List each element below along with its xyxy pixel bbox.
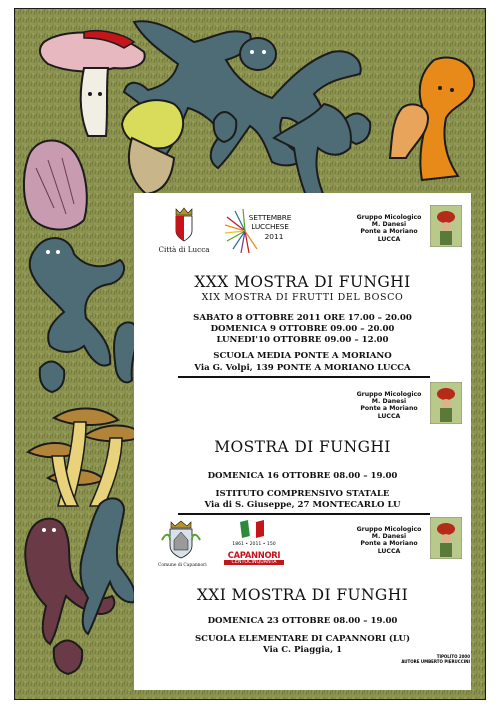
section2-address: Via di S. Giuseppe, 27 MONTECARLO LU [204, 500, 401, 510]
gruppo-badge-image [430, 517, 462, 559]
section2-date-1: DOMENICA 16 OTTOBRE 08.00 – 19.00 [207, 471, 398, 481]
section3-title: XXI MOSTRA DI FUNGHI [196, 586, 409, 604]
gruppo-note-3 [352, 526, 426, 555]
gruppo-note-1 [352, 214, 426, 243]
gruppo-badge-image [430, 205, 462, 247]
gruppo-line: Ponte a Moriano [360, 228, 418, 236]
gruppo-line: M. Danesi [371, 221, 407, 229]
section3-date-1: DOMENICA 23 OTTOBRE 08.00 – 19.00 [207, 616, 398, 626]
section1-address: Via G. Volpi, 139 PONTE A MORIANO LUCCA [194, 363, 411, 373]
divider-2 [178, 513, 430, 515]
basket-icon [40, 361, 65, 392]
section3-address: Via C. Piaggia, 1 [262, 645, 343, 655]
gruppo-badge-image [430, 382, 462, 424]
section1-date-2: DOMENICA 9 OTTOBRE 09.00 – 20.00 [210, 324, 395, 334]
crown-icon [176, 208, 192, 215]
settembre-year: 2011 [264, 232, 284, 241]
capannori-brand: CAPANNORI [227, 550, 281, 560]
settembre-line2: LUCCHESE [251, 222, 289, 231]
gruppo-line: LUCCA [377, 547, 401, 555]
gruppo-line: LUCCA [377, 412, 401, 420]
basket-icon [214, 112, 237, 142]
section1-date-1: SABATO 8 OTTOBRE 2011 ORE 17.00 – 20.00 [193, 313, 412, 323]
credit [380, 654, 470, 664]
divider-1 [178, 376, 430, 378]
section2-title: MOSTRA DI FUNGHI [214, 438, 391, 456]
crown-icon [171, 521, 191, 528]
section3-venue: SCUOLA ELEMENTARE DI CAPANNORI (LU) [194, 634, 411, 644]
gruppo-line: Gruppo Micologico [356, 526, 422, 533]
gruppo-note-2 [352, 391, 426, 420]
section1-subtitle: XIX MOSTRA DI FRUTTI DEL BOSCO [201, 292, 404, 303]
lucca-label: Città di Lucca [158, 245, 210, 254]
settembre-line1: SETTEMBRE [248, 213, 292, 222]
capannori-comune-logo [158, 518, 207, 572]
gruppo-line: M. Danesi [371, 533, 407, 541]
gruppo-line: Gruppo Micologico [356, 214, 422, 221]
capannori-brand-sub: CENTOCINQUANTA [224, 560, 284, 565]
credit-line: TIPOLITO 2000 [436, 654, 470, 659]
lucca-logo [158, 205, 210, 257]
capannori-anni: 1861 • 2011 • 150 [232, 542, 276, 547]
credit-line: AUTORE UMBERTO PIERUCCINI [401, 659, 470, 664]
gruppo-line: Ponte a Moriano [360, 540, 418, 548]
gruppo-line: Gruppo Micologico [356, 391, 422, 398]
section1-title: XXX MOSTRA DI FUNGHI [194, 273, 411, 291]
capannori-comune-label: Comune di Capannori [158, 563, 207, 568]
head [240, 38, 276, 70]
section2-venue: ISTITUTO COMPRENSIVO STATALE [215, 489, 390, 499]
section1-venue: SCUOLA MEDIA PONTE A MORIANO [213, 351, 392, 361]
basket-icon [54, 640, 82, 674]
section1-date-3: LUNEDI'10 OTTOBRE 09.00 – 12.00 [216, 335, 389, 345]
gruppo-line: M. Danesi [371, 398, 407, 406]
gruppo-line: Ponte a Moriano [360, 405, 418, 413]
capannori-150-logo [222, 518, 286, 570]
gruppo-line: LUCCA [377, 235, 401, 243]
settembre-lucchese-logo [221, 205, 297, 257]
